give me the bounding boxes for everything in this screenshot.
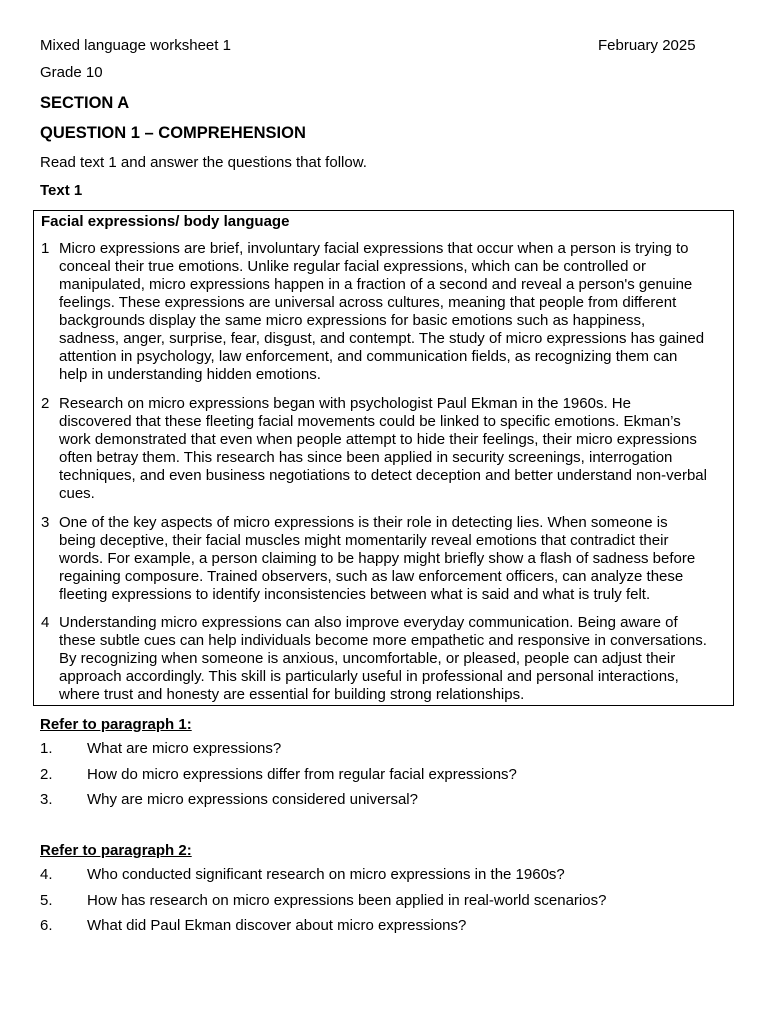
paragraph-2 [41, 395, 731, 503]
paragraph-number: 2 [41, 395, 50, 412]
paragraph-3 [41, 514, 731, 604]
grade-label: Grade 10 [40, 64, 103, 81]
worksheet-title: Mixed language worksheet 1 [40, 37, 231, 54]
refer-paragraph-2-heading: Refer to paragraph 2: [40, 842, 192, 859]
question-text: What are micro expressions? [87, 740, 282, 757]
paragraph-number: 1 [41, 240, 50, 257]
question-text: How has research on micro expressions been applied in real-world scenarios? [87, 892, 607, 909]
paragraph-number: 3 [41, 514, 50, 531]
paragraph-text: One of the key aspects of micro expressions is their role in detecting lies. When someone is being deceptive, their facial muscles might momentarily reveal emotions that contradict their words. For example, a person claiming to be happy might briefly show a flash of sadness before regaining composure. Trained observers, such as law enforcement officers, can analyze these fleeting expressions to identify inconsistencies between what is said and what is truly felt. [59, 514, 696, 603]
refer-paragraph-1-heading: Refer to paragraph 1: [40, 716, 192, 733]
question-number: 3. [40, 791, 53, 808]
question-number: 5. [40, 892, 53, 909]
question-number: 4. [40, 866, 53, 883]
question-number: 1. [40, 740, 53, 757]
text-box-title: Facial expressions/ body language [41, 213, 290, 230]
worksheet-date: February 2025 [598, 37, 696, 54]
question-text: Why are micro expressions considered universal? [87, 791, 418, 808]
paragraph-text: Micro expressions are brief, involuntary facial expressions that occur when a person is trying to conceal their true emotions. Unlike regular facial expressions, which can be controlled or manipulated, micro expressions happen in a fraction of a second and reveal a person's genuine feelings. These expressions are universal across cultures, meaning that people from different backgrounds display the same micro expressions for basic emotions such as happiness, sadness, anger, surprise, fear, disgust, and contempt. The study of micro expressions has gained attention in psychology, law enforcement, and communication fields, as recognizing them can help in understanding hidden emotions. [59, 240, 705, 383]
paragraph-text: Research on micro expressions began with psychologist Paul Ekman in the 1960s. He discovered that these fleeting facial movements could be linked to specific emotions. Ekman’s work demonstrated that even when people attempt to hide their feelings, their micro expressions often betray them. This research has since been applied in security screenings, interrogation techniques, and even business negotiations to detect deception and better understand non-verbal cues. [59, 395, 707, 502]
question-text: What did Paul Ekman discover about micro expressions? [87, 917, 467, 934]
paragraph-4 [41, 614, 731, 704]
question-number: 2. [40, 766, 53, 783]
question-text: Who conducted significant research on micro expressions in the 1960s? [87, 866, 565, 883]
question-heading: QUESTION 1 – COMPREHENSION [40, 124, 306, 142]
paragraph-text: Understanding micro expressions can also improve everyday communication. Being aware of these subtle cues can help individuals become more empathetic and responsive in conversations. By recognizing when someone is anxious, uncomfortable, or pleased, people can adjust their approach accordingly. This skill is particularly useful in professional and personal interactions, where trust and honesty are essential for building strong relationships. [59, 614, 707, 703]
instruction-text: Read text 1 and answer the questions that follow. [40, 154, 367, 171]
question-text: How do micro expressions differ from regular facial expressions? [87, 766, 517, 783]
section-title: SECTION A [40, 94, 130, 112]
paragraph-number: 4 [41, 614, 50, 631]
text-label: Text 1 [40, 182, 83, 199]
paragraph-1 [41, 240, 731, 384]
question-number: 6. [40, 917, 53, 934]
text-box [33, 210, 734, 706]
